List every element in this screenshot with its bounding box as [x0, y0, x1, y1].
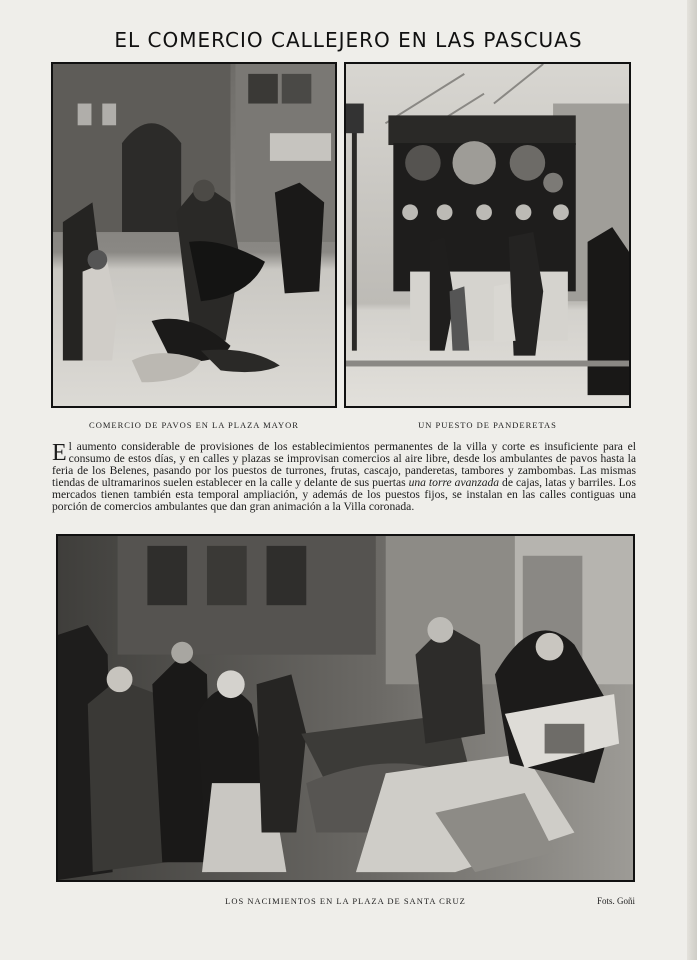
photo-tambourine-stall — [344, 62, 631, 408]
photo-tambourine-stall-image — [346, 64, 629, 406]
body-text-emphasis: una torre avanzada — [408, 476, 500, 489]
photo-nativity-market-image — [58, 536, 633, 880]
photo-turkey-market-image — [53, 64, 335, 406]
page-title: EL COMERCIO CALLEJERO EN LAS PASCUAS — [114, 28, 583, 52]
article-body — [52, 441, 636, 513]
page-edge — [687, 0, 697, 960]
caption-nativity-market: LOS NACIMIENTOS EN LA PLAZA DE SANTA CRUZ — [225, 896, 466, 906]
body-text-part-1: l aumento considerable de provisiones de los establecimientos permanentes de la villa y corte es insuficiente para el consumo de estos días, y en calles y plazas se improvisan comercios al aire libre, desde los ambulantes de pavos hasta la feria de los Belenes, pasando por los puestos de turrones, frutas, cascajo, panderetas, tambores y zambombas. Las mismas tiendas de ultramarinos suelen establecer en la calle y delante de sus puertas — [52, 440, 636, 489]
dropcap: E — [52, 440, 67, 466]
photo-credit: Fots. Goñi — [596, 896, 635, 906]
photo-turkey-market — [51, 62, 337, 408]
caption-turkey-market: COMERCIO DE PAVOS EN LA PLAZA MAYOR — [89, 420, 299, 430]
caption-tambourine-stall: UN PUESTO DE PANDERETAS — [418, 420, 557, 430]
photo-nativity-market — [56, 534, 635, 882]
body-text-part-2: de cajas, latas y barriles. Los mercados tienen también esta temporal ampliación, y además de los puestos fijos, se instalan en las calles contiguas una porción de comercios ambulantes que dan gran animación a la Villa coronada. — [52, 476, 636, 513]
